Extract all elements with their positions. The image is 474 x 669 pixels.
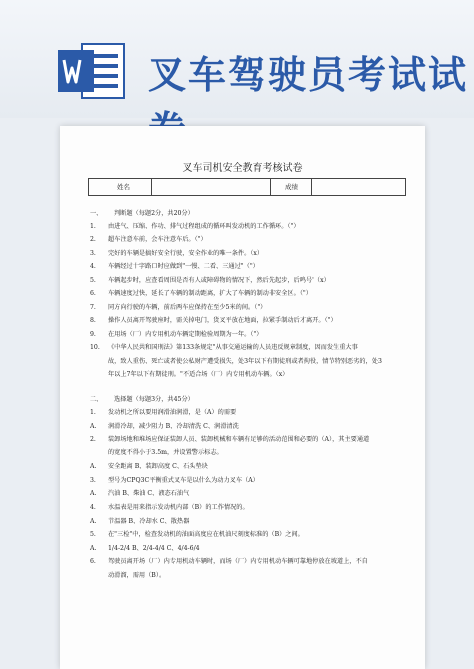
score-label: 成绩 <box>285 183 298 191</box>
section-header <box>90 396 194 404</box>
question-number: 4. <box>90 263 96 270</box>
section-number: 一、 <box>90 210 103 217</box>
question-text: 驾驶员离开场（厂）内专用机动车辆时，而场（厂）内专用机动车辆可靠地停放在坡道上，不自 <box>108 558 368 565</box>
question-text: 车辆起步时，应查看周围是否有人或障碍物的情况下，然后先起步，后鸣号'（x） <box>108 277 330 284</box>
question-number: 5. <box>90 531 96 538</box>
question-item <box>90 558 368 566</box>
question-number: 5. <box>90 277 96 284</box>
question-number: 6. <box>90 558 96 565</box>
question-item <box>90 436 369 444</box>
question-text: 车辆经过十字路口时应做到"一慢、二看、三通过"（"） <box>108 263 259 270</box>
option-line <box>90 463 208 471</box>
option-line <box>90 518 189 526</box>
option-letter: A. <box>90 545 97 552</box>
question-text: 由进气、压缩、作功、排气过程组成的循环叫发动机的工作循环。（"） <box>108 223 300 230</box>
question-number: 9. <box>90 331 96 338</box>
option-letter: A. <box>90 423 97 430</box>
question-continuation: 年以上7年以下有期徒刑。"不适合场（厂）内专用机动车辆。（x） <box>108 371 289 378</box>
score-value-cell <box>312 179 405 195</box>
question-text: 发动机之所以要用润滑油润滑，是（A）的需要 <box>108 409 237 416</box>
question-text: 操作人员离开驾驶座时，需关掉电门，货叉平放在地面，拉紧手制动后才离开。（"） <box>108 317 337 324</box>
question-text: 《中华人民共和国刑法》第133条规定"从事交通运输的人员违反规章制度，因而发生重大事 <box>108 344 358 351</box>
question-number: 6. <box>90 290 96 297</box>
question-text: 水温表是用来指示发动机内部（B）的工作情况的。 <box>108 504 249 511</box>
question-item <box>90 263 259 271</box>
question-text: 完好的车辆是搞好安全行驶，安全作业的唯一条件。（x） <box>108 250 264 257</box>
question-item <box>90 277 330 285</box>
question-item <box>90 223 300 231</box>
question-continuation: 故，致人重伤、死亡或者使公私财产遭受损失，处3年以下有期徒刑或者拘役，情节特别恶劣的，处3 <box>108 358 382 365</box>
document-title: 叉车司机安全教育考核试卷 <box>182 163 303 174</box>
banner-title: 叉车驾驶员考试试 <box>148 53 469 97</box>
question-number: 3. <box>90 250 96 257</box>
option-line <box>90 545 200 553</box>
section-title: 选择题（每题3分，共45分） <box>114 396 194 403</box>
name-value-cell <box>152 179 271 195</box>
question-continuation: 的宽度不得小于3.5m，并设置警示标志。 <box>108 449 223 456</box>
question-number: 4. <box>90 504 96 511</box>
question-text: 装卸场地和堆场应保证装卸人员、装卸机械和车辆有足够的活动范围和必要的（A），其主要通道 <box>108 436 370 443</box>
question-text: 在用场（厂）内专用机动车辆定期检验周期为一年。（"） <box>108 331 263 338</box>
option-text: 安全距离 B、装卸高度 C、石头垫块 <box>108 463 208 470</box>
name-score-table <box>88 178 406 196</box>
option-text: 1/4-2/4 B、2/4-4/4 C、4/4-6/4 <box>108 545 200 552</box>
section-title: 判断题（每题2分，共20分） <box>114 210 194 217</box>
question-number: 3. <box>90 477 96 484</box>
question-item <box>90 304 266 312</box>
option-letter: A. <box>90 463 97 470</box>
question-item <box>90 250 263 258</box>
question-number: 2. <box>90 236 96 243</box>
section-number: 二、 <box>90 396 103 403</box>
question-item <box>90 331 262 339</box>
question-number: 1. <box>90 223 96 230</box>
document-page <box>60 126 425 669</box>
question-text: 同方向行驶的车辆，前后两车应保持在至少5米的间。（"） <box>108 304 267 311</box>
question-text: 车辆速度过快，延长了车辆的制动距离，扩大了车辆的制动非安全区。（"） <box>108 290 312 297</box>
option-text: 节温器 B、冷却水 C、散热器 <box>108 518 190 525</box>
name-label: 姓名 <box>117 183 130 191</box>
question-number: 8. <box>90 317 96 324</box>
question-number: 10. <box>90 344 100 351</box>
question-number: 1. <box>90 409 96 416</box>
score-label-cell <box>271 179 312 195</box>
word-doc-icon <box>56 40 128 102</box>
question-number: 7. <box>90 304 96 311</box>
question-item <box>90 531 304 539</box>
question-text: 超车注意车前，会车注意车后。（"） <box>108 236 207 243</box>
question-text: 在"三检"中，检查发动机的油面高度应在机油尺刻度标准的（B）之间。 <box>108 531 304 538</box>
question-item <box>90 290 312 298</box>
section-header <box>90 210 194 218</box>
question-item <box>90 236 207 244</box>
option-letter: A. <box>90 490 97 497</box>
question-number: 2. <box>90 436 96 443</box>
name-label-cell <box>89 179 152 195</box>
question-item <box>90 477 259 485</box>
question-continuation: 动滑溜，需用（B）。 <box>108 572 166 579</box>
question-text: 型号为CPQ3C平衡重式叉车是以什么为动力叉车（A） <box>108 477 259 484</box>
option-line <box>90 490 189 498</box>
banner <box>0 0 474 118</box>
question-item <box>90 344 358 352</box>
option-text: 汽油 B、柴油 C、液态石油气 <box>108 490 190 497</box>
option-text: 润滑冷却，减少阻力 B、冷却清洗 C、润滑清洗 <box>108 423 239 430</box>
question-item <box>90 409 236 417</box>
question-item <box>90 317 337 325</box>
option-line <box>90 423 239 431</box>
option-letter: A. <box>90 518 97 525</box>
question-item <box>90 504 249 512</box>
